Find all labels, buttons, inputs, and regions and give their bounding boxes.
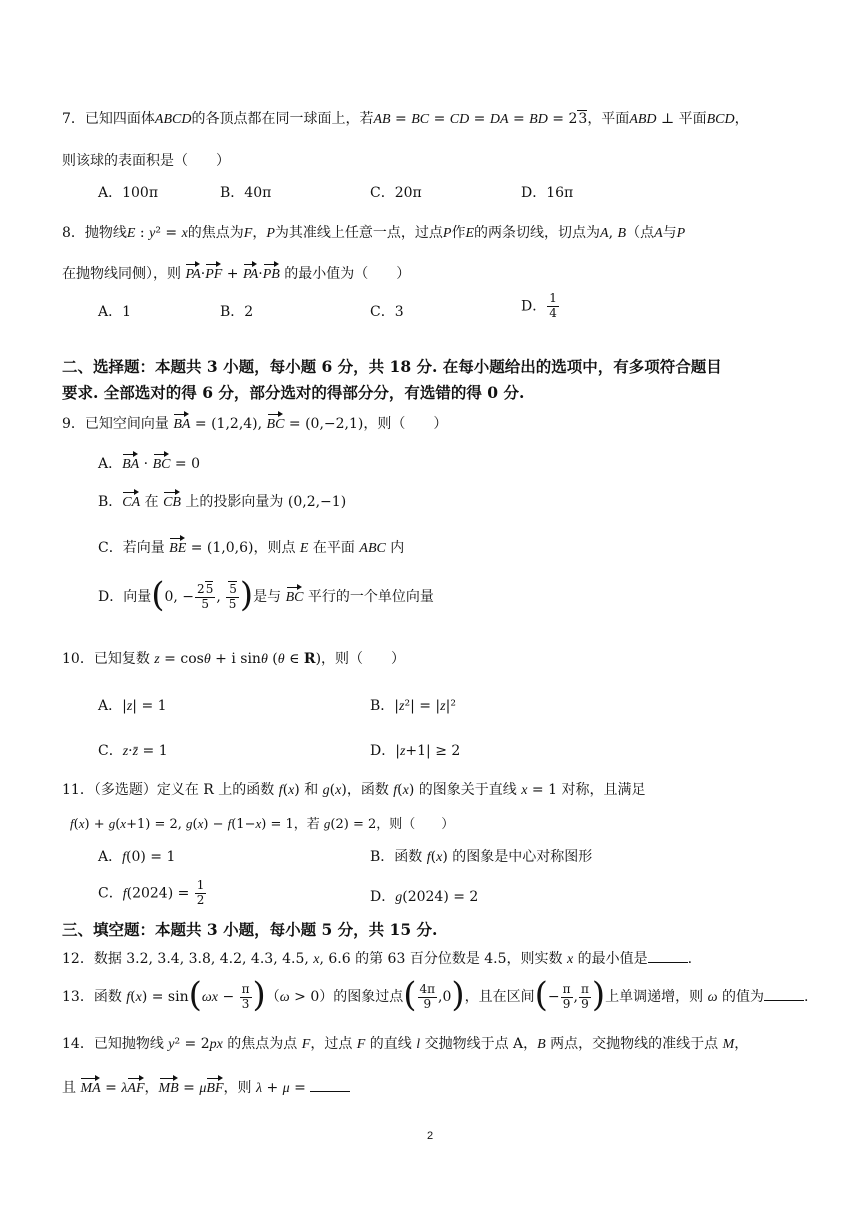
q12-text: 12．数据 3.2, 3.4, 3.8, 4.2, 4.3, 4.5, x, 6.6 的第 63 百分位数是 4.5，则实数 x 的最小值是 . bbox=[62, 951, 693, 967]
q8-line2: 在抛物线同侧），则 PA·PF + PA·PB 的最小值为（ ） bbox=[62, 266, 411, 282]
q7-option-b: B．40π bbox=[220, 185, 272, 201]
q11-line1: 11．（多选题）定义在 R 上的函数 f(x) 和 g(x)，函数 f(x) 的图象关于直线 x = 1 对称，且满足 bbox=[62, 782, 646, 798]
q11-option-a: A．f(0) = 1 bbox=[98, 849, 176, 865]
q11-option-d: D．g(2024) = 2 bbox=[370, 889, 479, 905]
q7-option-a: A．100π bbox=[98, 185, 159, 201]
q8-option-b: B．2 bbox=[220, 304, 254, 320]
section2-heading-line2: 要求. 全部选对的得 6 分，部分选对的得部分分，有选错的得 0 分. bbox=[62, 383, 525, 402]
q9-stem: 9．已知空间向量 BA = (1,2,4), BC = (0,−2,1)，则（ ） bbox=[62, 416, 448, 432]
q7-option-c: C．20π bbox=[370, 185, 422, 201]
section3-heading: 三、填空题：本题共 3 小题，每小题 5 分，共 15 分. bbox=[62, 920, 438, 939]
q10-option-d: D．|z+1| ≥ 2 bbox=[370, 743, 461, 759]
q11-option-b: B．函数 f(x) 的图象是中心对称图形 bbox=[370, 849, 593, 865]
q7-line1: 7．已知四面体ABCD的各顶点都在同一球面上，若AB = BC = CD = DA = BD = 23，平面ABD ⊥ 平面BCD， bbox=[62, 111, 749, 127]
q8-option-c: C．3 bbox=[370, 304, 404, 320]
q9-option-d: D．向量(0, − $\frac{25}{5}$ , $\frac{5}{5}$ )是与 BC 平行的一个单位向量 bbox=[98, 575, 434, 615]
q14-line1: 14．已知抛物线 y² = 2px 的焦点为点 F，过点 F 的直线 l 交抛物线于点 A，B 两点，交抛物线的准线于点 M， bbox=[62, 1036, 749, 1052]
q13-answer-blank[interactable] bbox=[764, 988, 804, 1001]
q9-option-c: C．若向量 BE = (1,0,6)，则点 E 在平面 ABC 内 bbox=[98, 540, 405, 556]
q14-line2: 且 MA = λAF，MB = μBF，则 λ + μ = bbox=[62, 1077, 350, 1097]
q12-answer-blank[interactable] bbox=[648, 950, 688, 963]
q9-option-b: B．CA 在 CB 上的投影向量为 (0,2,−1) bbox=[98, 494, 347, 510]
q8-line1: 8．抛物线E : y² = x的焦点为F，P为其准线上任意一点，过点P作E的两条切线，切点为A, B（点A与P bbox=[62, 225, 686, 241]
q7-line2: 则该球的表面积是（ ） bbox=[62, 153, 230, 169]
q7-option-d: D．16π bbox=[521, 185, 574, 201]
q10-option-c: C．z·z̄ = 1 bbox=[98, 743, 168, 759]
q11-line2: f(x) + g(x+1) = 2, g(x) − f(1−x) = 1，若 g(2) = 2，则（ ） bbox=[70, 816, 455, 832]
page-number: 2 bbox=[426, 1130, 434, 1142]
q9-option-a: A．BA · BC = 0 bbox=[98, 456, 201, 472]
q10-option-b: B．|z²| = |z|² bbox=[370, 698, 456, 714]
section2-heading-line1: 二、选择题：本题共 3 小题，每小题 6 分，共 18 分. 在每小题给出的选项中，有多项符合题目 bbox=[62, 357, 722, 376]
q13-text: 13．函数 f(x) = sin(ωx − $\frac{\pi}{3}$ )（ω > 0）的图象过点( $\frac{4\pi}{9}$ ,0)，且在区间(− $\frac{\pi}{9}$ , $\frac{\pi}{9}$ )上单调递增，则 ω 的值为 . bbox=[62, 975, 809, 1015]
q8-option-a: A．1 bbox=[98, 304, 132, 320]
q10-option-a: A．|z| = 1 bbox=[98, 698, 167, 714]
q8-option-d: D． $\frac{1}{4}$ bbox=[521, 291, 557, 320]
q10-stem: 10．已知复数 z = cosθ + i sinθ (θ ∈ R)，则（ ） bbox=[62, 651, 406, 667]
q11-option-c: C．f(2024) = $\frac{1}{2}$ bbox=[98, 878, 205, 907]
q14-answer-blank[interactable] bbox=[310, 1079, 350, 1092]
